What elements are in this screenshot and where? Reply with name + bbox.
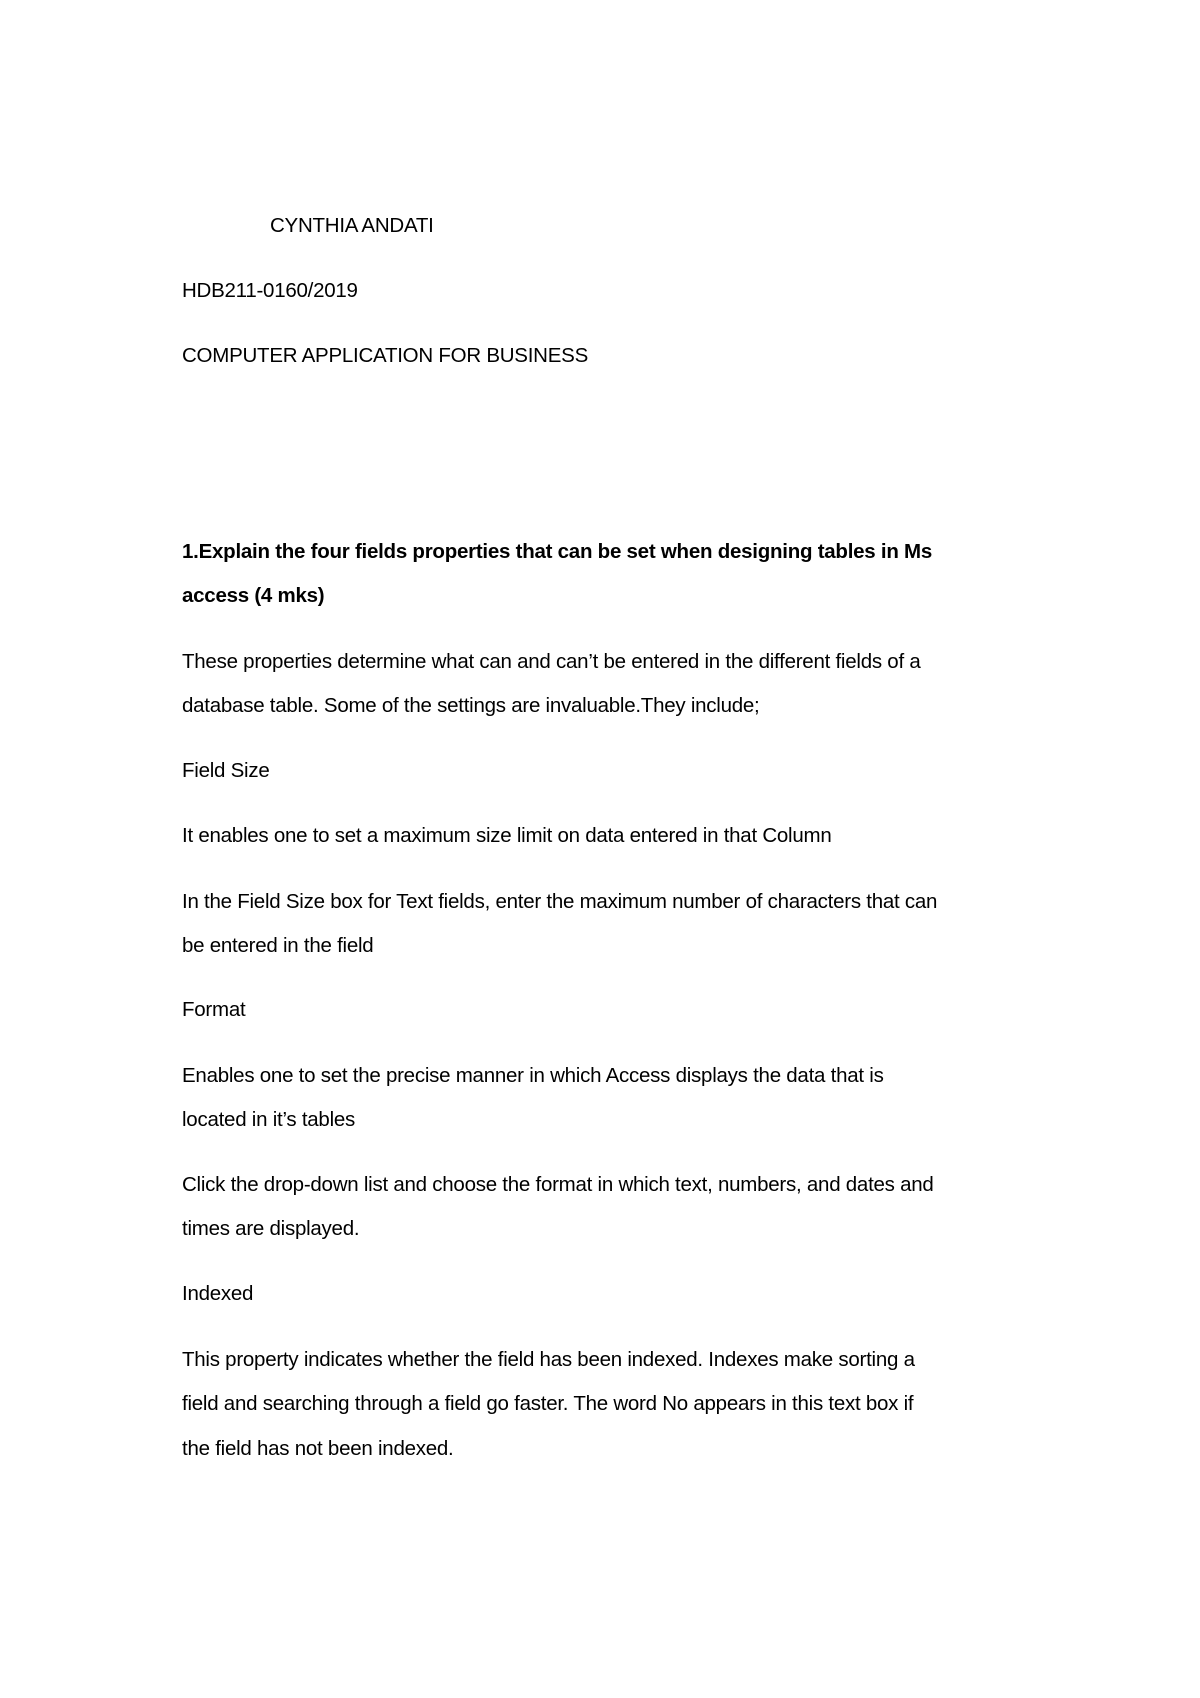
course-title: COMPUTER APPLICATION FOR BUSINESS (182, 344, 588, 367)
field-size-para-2-line-2: be entered in the field (182, 934, 374, 957)
field-size-para-2-line-1: In the Field Size box for Text fields, enter the maximum number of characters that can (182, 890, 938, 913)
indexed-heading: Indexed (182, 1282, 254, 1305)
student-id: HDB211-0160/2019 (182, 279, 358, 302)
field-size-heading: Field Size (182, 759, 270, 782)
question-line-2: access (4 mks) (182, 584, 325, 607)
indexed-para-line-2: field and searching through a field go faster. The word No appears in this text box if (182, 1392, 914, 1415)
format-heading: Format (182, 998, 246, 1021)
intro-line-2: database table. Some of the settings are invaluable.They include; (182, 694, 760, 717)
indexed-para-line-3: the field has not been indexed. (182, 1437, 454, 1460)
field-size-para-1: It enables one to set a maximum size limit on data entered in that Column (182, 824, 832, 847)
format-para-1-line-1: Enables one to set the precise manner in which Access displays the data that is (182, 1064, 884, 1087)
format-para-1-line-2: located in it’s tables (182, 1108, 356, 1131)
question-line-1: 1.Explain the four fields properties that can be set when designing tables in Ms (182, 540, 933, 563)
format-para-2-line-1: Click the drop-down list and choose the format in which text, numbers, and dates and (182, 1173, 934, 1196)
author-name: CYNTHIA ANDATI (270, 214, 434, 237)
format-para-2-line-2: times are displayed. (182, 1217, 360, 1240)
intro-line-1: These properties determine what can and can’t be entered in the different fields of a (182, 650, 921, 673)
indexed-para-line-1: This property indicates whether the field has been indexed. Indexes make sorting a (182, 1348, 915, 1371)
